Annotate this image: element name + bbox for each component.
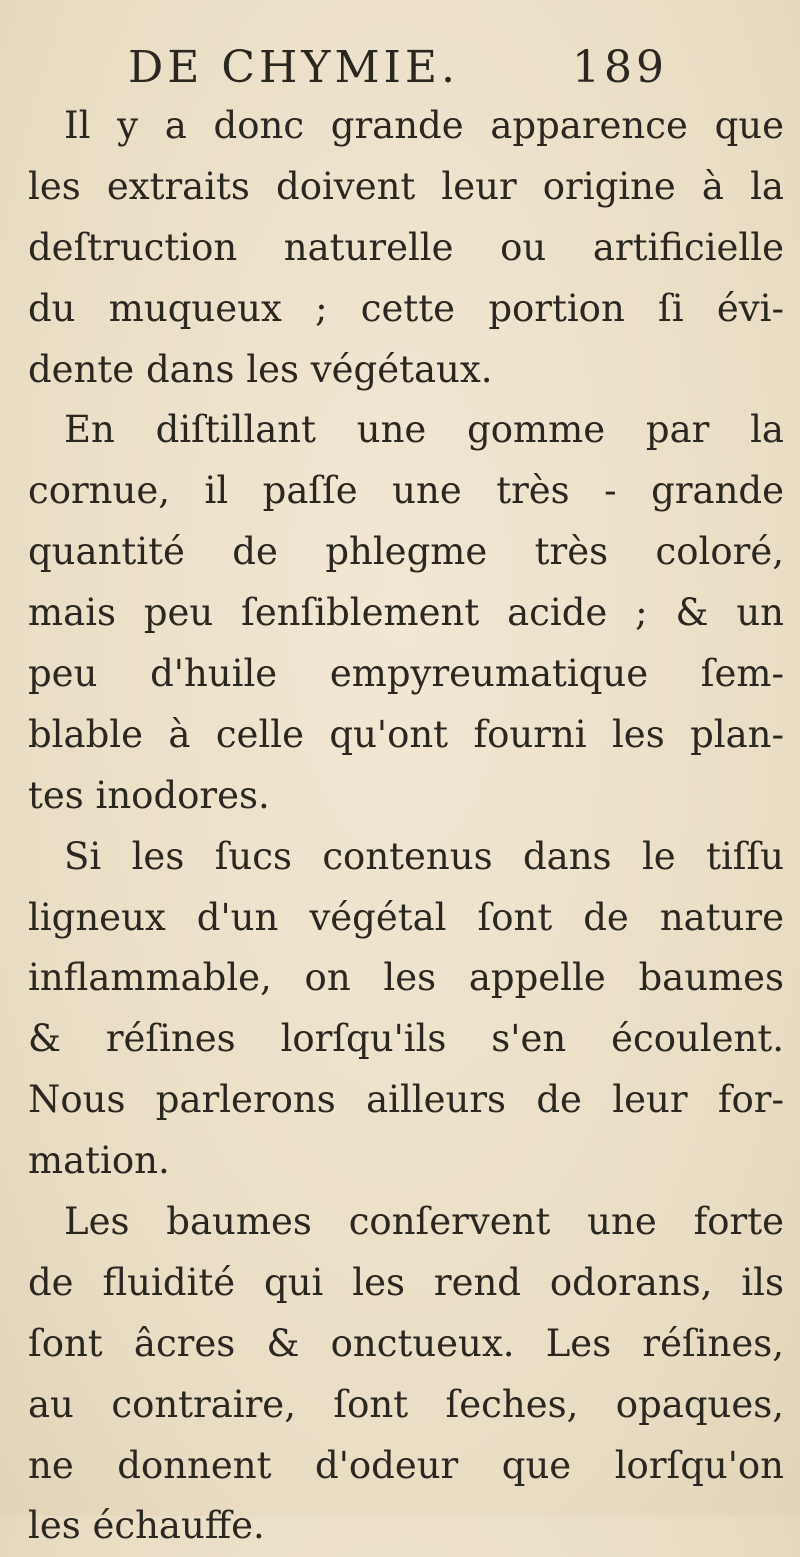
text-line: mation. (28, 1139, 170, 1183)
text-line: peu d'huile empyreumatique ſem- (28, 652, 784, 696)
running-title: DE CHYMIE. (128, 42, 460, 93)
page-number: 189 (572, 42, 668, 93)
text-line: tes inodores. (28, 773, 270, 817)
text-line: blable à celle qu'ont fourni les plan- (28, 712, 784, 756)
text-line: & réſines lorſqu'ils s'en écoulent. (28, 1017, 784, 1061)
text-line: ſont âcres & onctueux. Les réſines, (28, 1321, 784, 1365)
text-line: Il y a donc grande apparence que (64, 104, 784, 147)
text-line: cornue, il paſſe une très - grande (28, 469, 784, 513)
text-body (28, 96, 784, 1557)
text-line: Si les ſucs contenus dans le tiſſu (64, 834, 784, 878)
text-line: les échauffe. (28, 1504, 265, 1548)
text-line: Les baumes conſervent une forte (64, 1200, 784, 1244)
text-line: ligneux d'un végétal ſont de nature (28, 895, 784, 939)
text-line: de fluidité qui les rend odorans, ils (28, 1260, 784, 1304)
text-line: du muqueux ; cette portion ſi évi- (28, 286, 784, 330)
text-line: les extraits doivent leur origine à la (28, 164, 784, 208)
running-header (128, 38, 668, 98)
text-line: En diſtillant une gomme par la (64, 408, 784, 452)
text-line: ne donnent d'odeur que lorſqu'on (28, 1443, 784, 1487)
text-line: deſtruction naturelle ou artificielle (28, 225, 784, 269)
text-line: dente dans les végétaux. (28, 347, 493, 391)
text-line: mais peu ſenſiblement acide ; & un (28, 591, 784, 635)
text-line: Nous parlerons ailleurs de leur for- (28, 1078, 784, 1122)
text-line: au contraire, ſont ſeches, opaques, (28, 1382, 784, 1426)
text-line: inflammable, on les appelle baumes (28, 956, 784, 1000)
text-line: quantité de phlegme très coloré, (28, 530, 784, 574)
